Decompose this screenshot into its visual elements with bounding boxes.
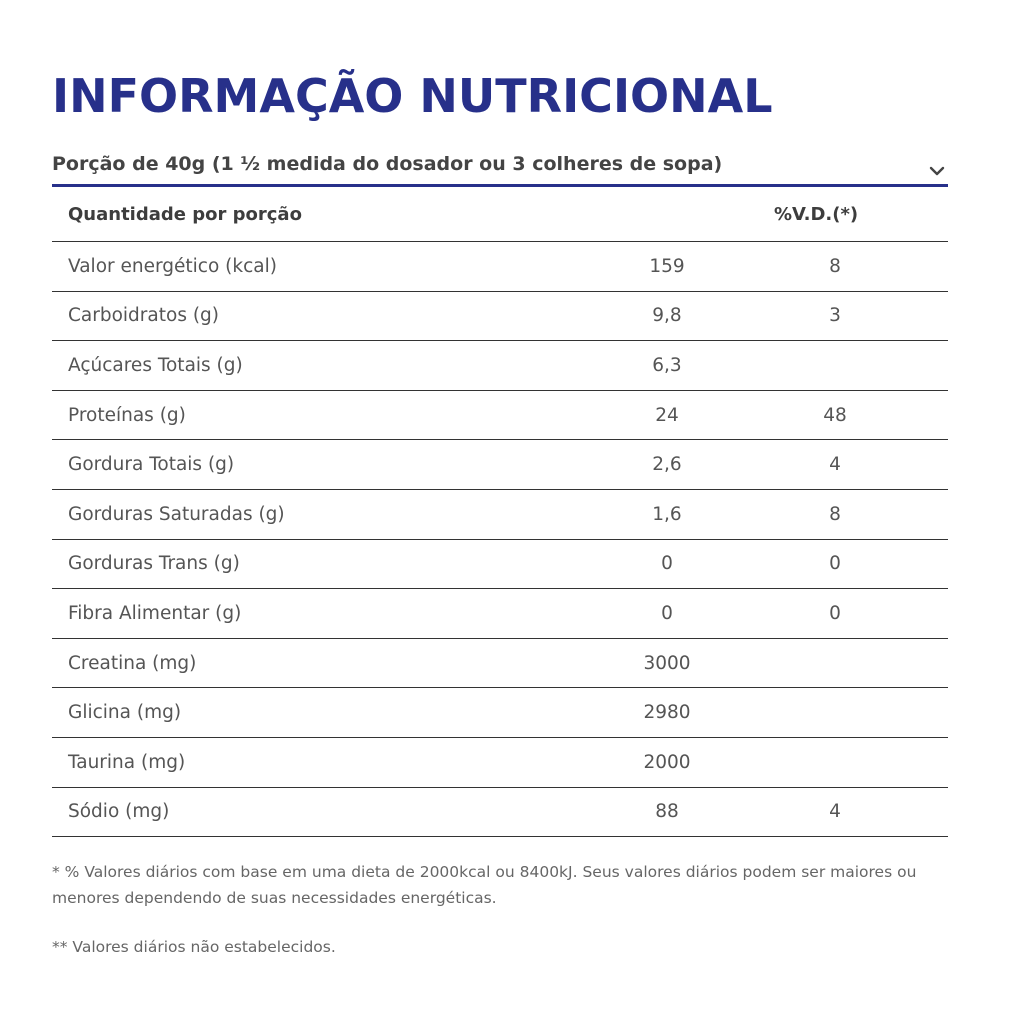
nutrient-amount: 24 [655, 404, 679, 426]
nutrient-name: Proteínas (g) [68, 404, 186, 426]
nutrient-name: Fibra Alimentar (g) [68, 602, 242, 624]
table-row [52, 490, 948, 540]
table-header [52, 187, 948, 242]
nutrient-name: Sódio (mg) [68, 801, 170, 823]
nutrient-name: Valor energético (kcal) [68, 255, 277, 277]
nutrient-amount: 3000 [643, 652, 691, 674]
table-row [52, 292, 948, 342]
table-row [52, 589, 948, 639]
table-row [52, 738, 948, 788]
nutrient-name: Gorduras Saturadas (g) [68, 503, 285, 525]
nutrient-dv: 3 [829, 305, 841, 327]
nutrient-dv: 0 [829, 602, 841, 624]
table-row [52, 639, 948, 689]
table-row [52, 688, 948, 738]
nutrient-name: Carboidratos (g) [68, 305, 220, 327]
nutrient-dv: 8 [829, 255, 841, 277]
nutrient-dv: 4 [829, 801, 841, 823]
footnotes [52, 859, 948, 960]
nutrient-name: Gordura Totais (g) [68, 454, 235, 476]
footnote-daily-values: * % Valores diários com base em uma dieta de 2000kcal ou 8400kJ. Seus valores diários podem ser maiores ou menores dependendo de suas necessidades energéticas. [52, 863, 917, 908]
nutrient-amount: 0 [661, 553, 673, 575]
header-dv: %V.D.(*) [774, 203, 859, 225]
nutrient-amount: 6,3 [652, 354, 682, 376]
portion-toggle[interactable] [52, 144, 948, 187]
nutrition-table [52, 242, 948, 837]
nutrient-dv: 0 [829, 553, 841, 575]
footnote-not-established: ** Valores diários não estabelecidos. [52, 938, 336, 957]
page-title: INFORMAÇÃO NUTRICIONAL [52, 69, 773, 123]
nutrient-name: Gorduras Trans (g) [68, 553, 240, 575]
nutrition-panel [52, 66, 948, 983]
nutrient-amount: 0 [661, 602, 673, 624]
table-row [52, 242, 948, 292]
nutrient-name: Taurina (mg) [68, 751, 186, 773]
nutrient-amount: 2980 [643, 702, 691, 724]
nutrient-amount: 88 [655, 801, 679, 823]
nutrient-amount: 2,6 [652, 454, 682, 476]
nutrient-amount: 159 [649, 255, 685, 277]
table-row [52, 440, 948, 490]
table-row [52, 788, 948, 838]
table-row [52, 391, 948, 441]
chevron-down-icon[interactable] [926, 160, 948, 182]
nutrient-name: Creatina (mg) [68, 652, 197, 674]
nutrient-amount: 2000 [643, 751, 691, 773]
nutrient-name: Açúcares Totais (g) [68, 354, 243, 376]
table-row [52, 341, 948, 391]
table-row [52, 540, 948, 590]
nutrient-name: Glicina (mg) [68, 702, 182, 724]
nutrient-dv: 48 [823, 404, 847, 426]
nutrient-amount: 9,8 [652, 305, 682, 327]
nutrient-dv: 4 [829, 454, 841, 476]
header-quantity: Quantidade por porção [68, 203, 302, 225]
portion-label: Porção de 40g (1 ½ medida do dosador ou 3 colheres de sopa) [52, 153, 723, 175]
nutrient-dv: 8 [829, 503, 841, 525]
nutrient-amount: 1,6 [652, 503, 682, 525]
